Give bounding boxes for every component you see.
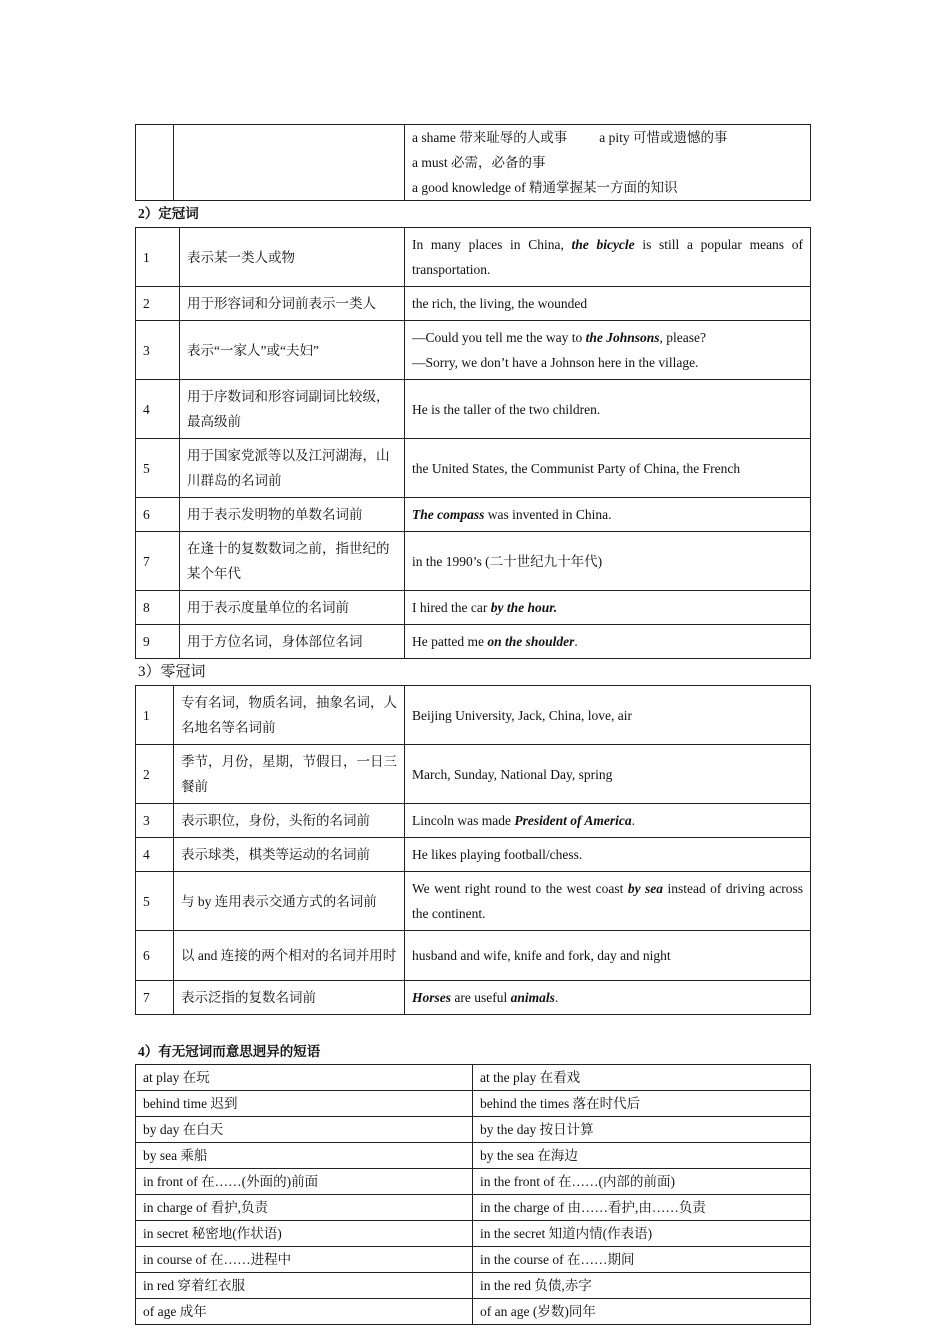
section-heading-zero-article: 3）零冠词: [138, 664, 206, 680]
row-example: [405, 380, 811, 439]
example-text: March, Sunday, National Day, spring: [412, 766, 613, 782]
phrase-without-article: of age 成年: [136, 1299, 473, 1325]
row-number: 4: [136, 838, 174, 872]
phrase-without-article: by day 在白天: [136, 1117, 473, 1143]
example-line: [412, 175, 803, 200]
phrase-with-article: of an age (岁数)同年: [473, 1299, 811, 1325]
row-description: 表示某一类人或物: [180, 228, 405, 287]
row-number: 2: [136, 287, 180, 321]
document-page: [135, 124, 811, 1325]
row-description: 用于方位名词，身体部位名词: [180, 625, 405, 659]
example-phrase: a must 必需，必备的事: [412, 155, 546, 170]
example-phrase: a shame 带来耻辱的人或事: [412, 130, 568, 145]
row-example: [405, 872, 811, 931]
example-text: Lincoln was made: [412, 813, 515, 828]
example-text: the rich, the living, the wounded: [412, 296, 588, 311]
phrase-with-article: in the red 负债,赤字: [473, 1273, 811, 1299]
table-cell-num: [136, 125, 174, 201]
example-text: In many places in China,: [412, 237, 572, 252]
row-number: 6: [136, 498, 180, 532]
row-number: 1: [136, 228, 180, 287]
table-row: [136, 439, 811, 498]
row-number: 6: [136, 931, 174, 981]
table-row: [136, 1169, 811, 1195]
row-description: 专有名词，物质名词，抽象名词，人名地名等名词前: [174, 686, 405, 745]
example-text: I hired the car: [412, 600, 491, 615]
table-row: [136, 380, 811, 439]
example-text: .: [574, 634, 578, 649]
phrase-with-article: by the sea 在海边: [473, 1143, 811, 1169]
row-number: 5: [136, 872, 174, 931]
row-description: 用于序数词和形容词副词比较级，最高级前: [180, 380, 405, 439]
table-row: [136, 321, 811, 380]
example-emphasis: the Johnsons: [585, 330, 660, 345]
row-description: 与 by 连用表示交通方式的名词前: [174, 872, 405, 931]
row-description: 以 and 连接的两个相对的名词并用时: [174, 931, 405, 981]
example-text: He likes playing football/chess.: [412, 847, 583, 862]
example-text: He is the taller of the two children.: [412, 401, 601, 417]
example-text: instead of driving across the continent.: [412, 881, 804, 921]
example-phrase: a good knowledge of 精通掌握某一方面的知识: [412, 180, 678, 195]
example-emphasis: by the hour.: [490, 600, 558, 615]
table-row: [136, 125, 811, 201]
example-emphasis: The compass: [412, 507, 485, 522]
table-row: [136, 1091, 811, 1117]
table-row: [136, 591, 811, 625]
row-description: 表示“一家人”或“夫妇”: [180, 321, 405, 380]
table-row: [136, 872, 811, 931]
phrase-with-article: by the day 按日计算: [473, 1117, 811, 1143]
row-number: 9: [136, 625, 180, 659]
row-number: 3: [136, 321, 180, 380]
section-heading-article-phrases: 4）有无冠词而意思迥异的短语: [138, 1044, 321, 1059]
example-line: [412, 125, 803, 150]
row-example: [405, 321, 811, 380]
phrase-without-article: in front of 在……(外面的)前面: [136, 1169, 473, 1195]
row-number: 7: [136, 532, 180, 591]
example-emphasis: animals: [510, 990, 555, 1005]
table-row: [136, 745, 811, 804]
row-example: [405, 981, 811, 1015]
row-number: 7: [136, 981, 174, 1015]
phrase-with-article: at the play 在看戏: [473, 1065, 811, 1091]
row-description: 用于表示发明物的单数名词前: [180, 498, 405, 532]
row-description: 用于表示度量单位的名词前: [180, 591, 405, 625]
example-text: He patted me: [412, 634, 488, 649]
phrase-with-article: in the front of 在……(内部的前面): [473, 1169, 811, 1195]
example-text: is still a popular means of transportation.: [412, 237, 803, 277]
table-row: [136, 287, 811, 321]
table-row: [136, 1143, 811, 1169]
table-cell-desc: [174, 125, 405, 201]
row-description: 用于国家党派等以及江河湖海，山川群岛的名词前: [180, 439, 405, 498]
row-example: [405, 838, 811, 872]
row-number: 2: [136, 745, 174, 804]
table-row: [136, 931, 811, 981]
row-example: [405, 745, 811, 804]
definite-article-table: [135, 227, 811, 659]
phrase-without-article: in secret 秘密地(作状语): [136, 1221, 473, 1247]
table-row: [136, 532, 811, 591]
table-row: [136, 838, 811, 872]
table-row: [136, 498, 811, 532]
example-emphasis: on the shoulder: [487, 634, 575, 649]
row-example: [405, 931, 811, 981]
phrase-without-article: at play 在玩: [136, 1065, 473, 1091]
row-description: 用于形容词和分词前表示一类人: [180, 287, 405, 321]
row-description: 在逢十的复数数词之前，指世纪的某个年代: [180, 532, 405, 591]
row-number: 3: [136, 804, 174, 838]
row-number: 5: [136, 439, 180, 498]
phrase-without-article: in charge of 看护,负责: [136, 1195, 473, 1221]
table-row: [136, 804, 811, 838]
row-example: [405, 532, 811, 591]
example-text: in the 1990’s (二十世纪九十年代): [412, 553, 603, 569]
table-cell-examples: [405, 125, 811, 201]
example-emphasis: Horses: [412, 990, 452, 1005]
example-emphasis: the bicycle: [571, 237, 635, 252]
example-text: Beijing University, Jack, China, love, air: [412, 707, 632, 723]
table-row: [136, 1273, 811, 1299]
phrase-without-article: in red 穿着红衣服: [136, 1273, 473, 1299]
example-text: was invented in China.: [484, 507, 612, 522]
table-row: [136, 228, 811, 287]
article-phrase-table: [135, 1064, 811, 1325]
indefinite-article-table-continued: [135, 124, 811, 201]
table-row: [136, 1299, 811, 1325]
phrase-with-article: in the secret 知道内情(作表语): [473, 1221, 811, 1247]
example-text: husband and wife, knife and fork, day and night: [412, 948, 671, 963]
row-number: 1: [136, 686, 174, 745]
table-row: [136, 686, 811, 745]
phrase-with-article: behind the times 落在时代后: [473, 1091, 811, 1117]
table-row: [136, 1117, 811, 1143]
table-row: [136, 981, 811, 1015]
row-example: [405, 228, 811, 287]
row-example: [405, 686, 811, 745]
row-number: 4: [136, 380, 180, 439]
phrase-with-article: in the charge of 由……看护,由……负责: [473, 1195, 811, 1221]
example-text: are useful: [451, 990, 511, 1005]
example-text: —Sorry, we don’t have a Johnson here in the village.: [412, 355, 699, 370]
example-emphasis: by sea: [627, 881, 664, 896]
table-row: [136, 1221, 811, 1247]
row-example: [405, 287, 811, 321]
example-text: , please?: [659, 330, 707, 345]
table-row: [136, 625, 811, 659]
phrase-without-article: in course of 在……进程中: [136, 1247, 473, 1273]
row-description: 表示泛指的复数名词前: [174, 981, 405, 1015]
table-row: [136, 1247, 811, 1273]
example-text: the United States, the Communist Party of China, the French: [412, 460, 741, 476]
table-row: [136, 1065, 811, 1091]
row-example: [405, 804, 811, 838]
example-line: [412, 150, 803, 175]
row-description: 表示球类，棋类等运动的名词前: [174, 838, 405, 872]
zero-article-table: [135, 685, 811, 1015]
section-heading-definite-article: 2）定冠词: [138, 206, 199, 221]
row-description: 表示职位，身份，头衔的名词前: [174, 804, 405, 838]
row-example: [405, 591, 811, 625]
row-description: 季节，月份，星期，节假日，一日三餐前: [174, 745, 405, 804]
table-row: [136, 1195, 811, 1221]
row-number: 8: [136, 591, 180, 625]
phrase-without-article: behind time 迟到: [136, 1091, 473, 1117]
example-text: .: [631, 813, 635, 828]
example-text: We went right round to the west coast: [412, 881, 628, 896]
row-example: [405, 439, 811, 498]
example-text: .: [554, 990, 559, 1005]
row-example: [405, 498, 811, 532]
example-emphasis: President of America: [514, 813, 632, 828]
example-phrase: a pity 可惜或遗憾的事: [599, 130, 728, 145]
phrase-without-article: by sea 乘船: [136, 1143, 473, 1169]
example-text: —Could you tell me the way to: [412, 330, 586, 345]
row-example: [405, 625, 811, 659]
phrase-with-article: in the course of 在……期间: [473, 1247, 811, 1273]
